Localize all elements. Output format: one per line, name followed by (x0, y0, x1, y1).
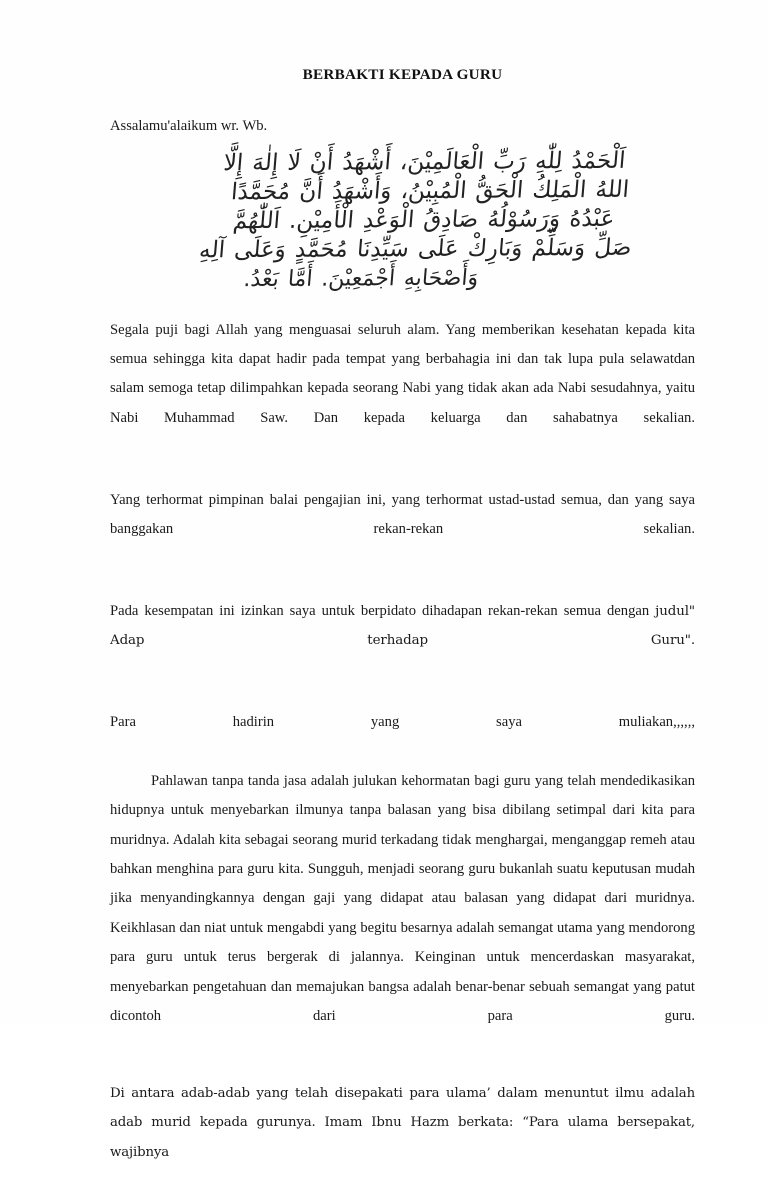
arabic-line-3: عَبْدُهُ وَرَسُوْلُهُ صَادِقُ الْوَعْدِ الْأَمِيْنِ. اَللّٰهُمَّ (232, 205, 616, 234)
paragraph-pahlawan: Pahlawan tanpa tanda jasa adalah julukan kehormatan bagi guru yang telah mendedikasikan hidupnya untuk menyebarkan ilmunya tanpa balasan yang bisa dibilang setimpal dari kita para muridnya. Adalah kita sebagai seorang murid terkadang tidak menghargai, menganggap remeh atau bahkan menghina para guru kita. Sungguh, menjadi seorang guru bukanlah suatu keputusan mudah jika menyandingkannya dengan gaji yang didapat atau balasan yang didapat dari muridnya. Keikhlasan dan niat untuk mengabdi yang begitu besarnya adalah semangat utama yang mendorong para guru untuk terus bergerak di jalannya. Keinginan untuk mencerdaskan masyarakat, menyebarkan pengetahuan dan memajukan bangsa adalah benar-benar sebuah semangat yang patut dicontoh dari para guru. (110, 772, 695, 1025)
arabic-line-1: اَلْحَمْدُ لِلّٰهِ رَبِّ الْعَالَمِيْنَ، أَشْهَدُ أَنْ لَا إِلٰهَ إِلَّا (222, 147, 627, 176)
paragraph-segala-puji: Segala puji bagi Allah yang menguasai seluruh alam. Yang memberikan kesehatan kepada kita semua sehingga kita dapat hadir pada tempat yang berbahagia ini dan tak lupa pula selawatdan salam semoga tetap dilimpahkan kepada seorang Nabi yang tidak akan ada Nabi sesudahnya, yaitu Nabi Muhammad Saw. Dan kepada keluarga dan sahabatnya sekalian. (110, 321, 695, 426)
paragraph-di-antara-adab: Di antara adab-adab yang telah disepakati para ulama’ dalam menuntut ilmu adalah adab murid kepada gurunya. Imam Ibnu Hazm berkata: “Para ulama bersepakat, wajibnya (110, 1085, 695, 1160)
paragraph-para-hadirin: Para hadirin yang saya muliakan,,,,,, (110, 713, 695, 730)
paragraph-yang-terhormat: Yang terhormat pimpinan balai pengajian ini, yang terhormat ustad-ustad semua, dan yang saya banggakan rekan-rekan sekalian. (110, 491, 695, 537)
arabic-line-4: صَلِّ وَسَلِّمْ وَبَارِكْ عَلَى سَيِّدِنَا مُحَمَّدٍ وَعَلَى آلِهِ (198, 234, 633, 263)
greeting-line: Assalamu'alaikum wr. Wb. (110, 118, 268, 134)
arabic-line-2: اللهُ الْمَلِكُ الْحَقُّ الْمُبِيْنُ، وَأَشْهَدُ أَنَّ مُحَمَّدًا (230, 176, 631, 205)
paragraph-pada-kesempatan-lead: Pada kesempatan ini izinkan saya untuk berpidato dihadapan rekan-rekan semua dengan (110, 602, 656, 619)
document-content-column (110, 0, 695, 1196)
speech-title-quote: judul" Adap terhadap Guru". (110, 603, 695, 649)
paragraph-pada-kesempatan (110, 574, 695, 685)
page-title: BERBAKTI KEPADA GURU (302, 66, 503, 83)
arabic-invocation-image (110, 136, 695, 300)
arabic-line-5: وَأَصْحَابِهِ أَجْمَعِيْنَ. أَمَّا بَعْدُ. (242, 265, 480, 292)
arabic-calligraphy-text (159, 146, 696, 299)
